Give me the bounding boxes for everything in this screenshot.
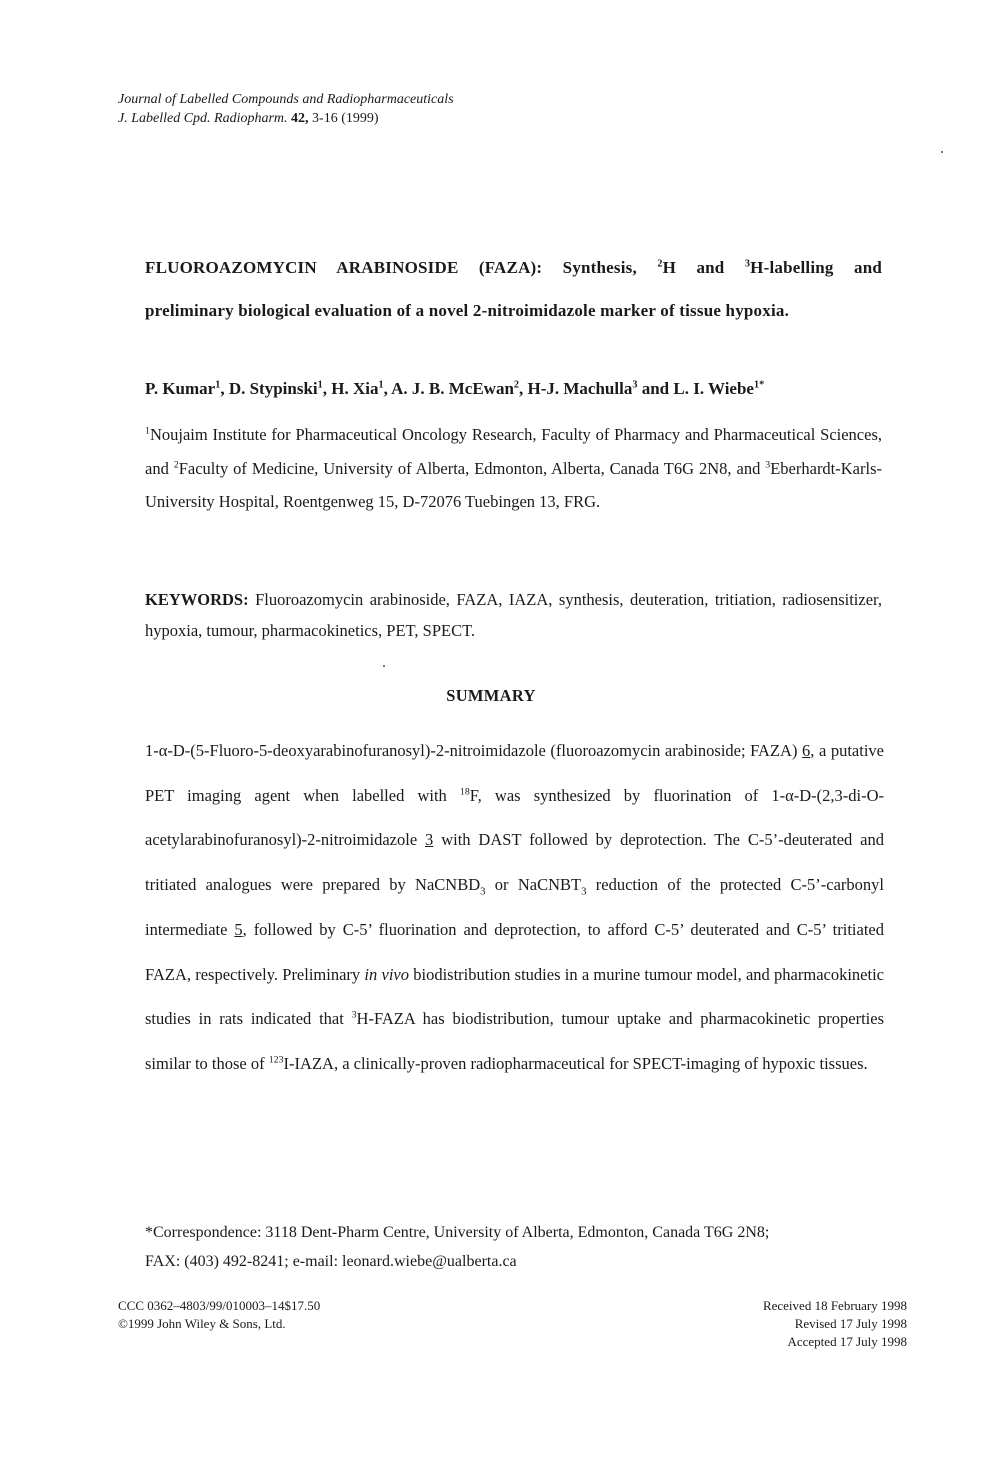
author-name: D. Stypinski — [228, 379, 318, 398]
copyright: ©1999 John Wiley & Sons, Ltd. — [118, 1316, 286, 1331]
copyright-block — [118, 1297, 320, 1333]
author-separator: , — [519, 379, 528, 398]
title-line-1: FLUOROAZOMYCIN ARABINOSIDE (FAZA): Synthesis, $^2$H and $^3$H-labelling and — [145, 258, 883, 277]
author-name: L. I. Wiebe — [673, 379, 754, 398]
author-name: H-J. Machulla — [527, 379, 633, 398]
summary-heading: SUMMARY — [446, 686, 536, 705]
journal-citation — [118, 109, 454, 128]
author-affiliation-mark: 3 — [632, 379, 638, 391]
compound-ref: 3 — [425, 830, 434, 850]
scan-speck — [383, 665, 385, 667]
history-dates — [763, 1297, 907, 1351]
author-list — [145, 378, 764, 400]
author-name: A. J. B. McEwan — [391, 379, 514, 398]
author-separator: , — [220, 379, 229, 398]
author-affiliation-mark: 1 — [317, 379, 323, 391]
journal-volume: 42, — [291, 111, 309, 126]
author-affiliation-mark: 2 — [513, 379, 519, 391]
author-affiliation-mark: 1* — [753, 379, 765, 391]
keywords — [145, 584, 882, 646]
compound-ref: 6 — [802, 741, 811, 760]
journal-name: Journal of Labelled Compounds and Radiopharmaceuticals — [118, 92, 454, 107]
author-affiliation-mark: 1 — [378, 379, 384, 391]
ccc-code: CCC 0362–4803/99/010003–14$17.50 — [118, 1298, 321, 1313]
title-line-2: preliminary biological evaluation of a novel 2-nitroimidazole marker of tissue hypoxia. — [145, 301, 790, 320]
author-separator: , — [383, 379, 392, 398]
accepted-date: Accepted 17 July 1998 — [787, 1334, 907, 1349]
author-separator: and — [637, 379, 674, 398]
compound-ref: 5 — [234, 919, 243, 939]
correspondence — [145, 1218, 884, 1276]
keywords-label: KEYWORDS: — [145, 590, 249, 609]
keywords-text: Fluoroazomycin arabinoside, FAZA, IAZA, synthesis, deuteration, tritiation, radiosensitizer, hypoxia, tumour, pharmacokinetics, PET, SPECT. — [145, 590, 882, 640]
journal-abbrev: J. Labelled Cpd. Radiopharm. — [118, 111, 288, 126]
affiliations: $^1$Noujaim Institute for Pharmaceutical Oncology Research, Faculty of Pharmacy and Pharmaceutical Sciences, and $^2$Faculty of Medicine, University of Alberta, Edmonton, Alberta, Canada T6G 2N8, and $^3$Eberhardt-Karls-University Hospital, Roentgenweg 15, D-72076 Tuebingen 13, FRG. — [145, 425, 882, 511]
summary-text: 1-α-D-(5-Fluoro-5-deoxyarabinofuranosyl)-2-nitroimidazole (fluoroazomycin arabinoside; FAZA) 6, a putative PET imaging agent when labelled with $^{18}$F, was synthesized by fluorination of 1-α-D-(2,3-di-O-acetylarabinofuranosyl)-2-nitroimidazole 3 with DAST followed by deprotection. The C-5’-deuterated and tritiated analogues were prepared by NaCNBD$_3$ or NaCNBT$_3$ reduction of the protected C-5’-carbonyl intermediate 5, followed by C-5’ fluorination and deprotection, to afford C-5’ deuterated and C-5’ tritiated FAZA, respectively. Preliminary in vivo biodistribution studies in a murine tumour model, and pharmacokinetic studies in rats indicated that $^3$H-FAZA has biodistribution, tumour uptake and pharmacokinetic properties similar to those of $^{123}$I-IAZA, a clinically-proven radiopharmaceutical for SPECT-imaging of hypoxic tissues. — [145, 741, 885, 1073]
received-date: Received 18 February 1998 — [762, 1298, 907, 1313]
correspondence-address: *Correspondence: 3118 Dent-Pharm Centre, University of Alberta, Edmonton, Canada T6G 2N8; — [145, 1224, 770, 1241]
scan-speck — [941, 151, 943, 153]
paper-title — [145, 246, 882, 332]
author-separator: , — [322, 379, 332, 398]
revised-date: Revised 17 July 1998 — [794, 1316, 907, 1331]
author-name: P. Kumar — [145, 379, 216, 398]
author-affiliation-mark: 1 — [215, 379, 221, 391]
author-name: H. Xia — [331, 379, 379, 398]
journal-header — [118, 90, 454, 128]
correspondence-contact: FAX: (403) 492-8241; e-mail: leonard.wiebe@ualberta.ca — [145, 1253, 517, 1270]
journal-pages: 3-16 (1999) — [312, 111, 379, 126]
